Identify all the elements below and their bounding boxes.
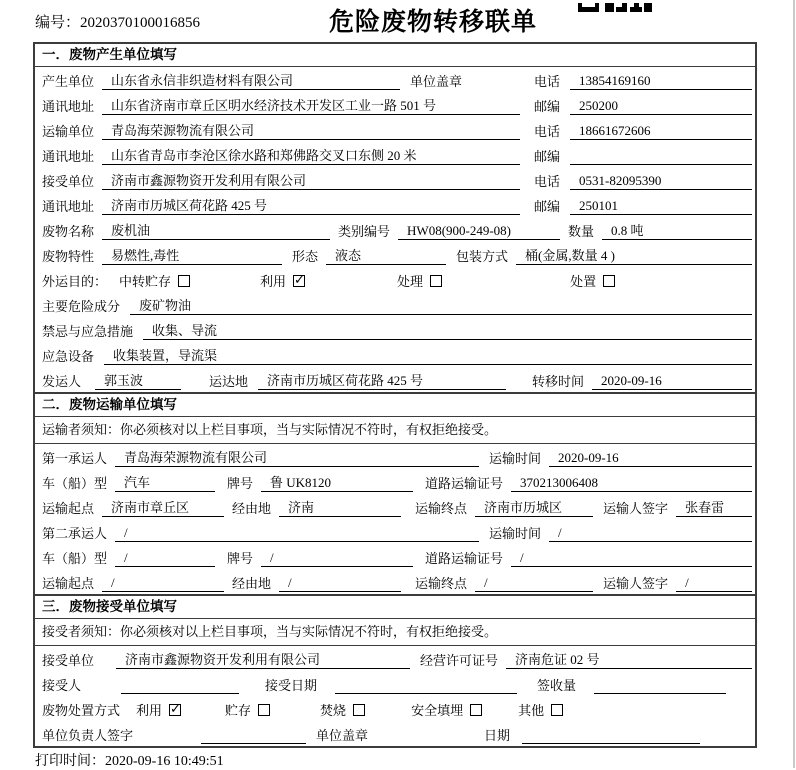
purpose-label: 外运目的： [42, 274, 108, 289]
option-label: 利用 [260, 274, 287, 289]
serial-number [35, 11, 200, 32]
producer-unit-label: 产生单位 [42, 74, 95, 89]
print-time-label: 打印时间： [35, 754, 105, 769]
form-row [35, 444, 755, 469]
address-value: 山东省济南市章丘区明水经济技术开发区工业一路 501 号 [102, 96, 520, 115]
phone-label: 电话 [533, 174, 560, 189]
second-carrier-value: / [115, 523, 479, 542]
zip-label: 邮编 [533, 149, 560, 164]
form-state-label: 形态 [292, 249, 319, 264]
manifest-form [33, 42, 757, 748]
permit-number-label: 经营许可证号 [420, 653, 499, 668]
transport-time-label: 运输时间 [488, 451, 541, 466]
receive-unit-label: 接受单位 [42, 653, 95, 668]
form-row [35, 544, 755, 569]
checkbox-icon [353, 704, 365, 716]
emergency-equipment-value: 收集装置，导流渠 [104, 346, 752, 365]
zip-value: 250200 [570, 96, 752, 115]
purpose-option-dispose [570, 271, 615, 290]
zip-value: 250101 [570, 196, 752, 215]
category-code-label: 类别编号 [338, 224, 391, 239]
qr-code-fragment-icon [578, 0, 652, 9]
form-row [35, 242, 755, 267]
section-heading: 一．废物产生单位填写 [35, 44, 755, 67]
quantity-label: 数量 [568, 224, 595, 239]
destination-label: 运达地 [209, 374, 249, 389]
vehicle-type-value: / [115, 548, 215, 567]
option-label: 中转贮存 [119, 274, 172, 289]
via-value: 济南 [279, 498, 401, 517]
form-row [35, 317, 755, 342]
purpose-option-treat [397, 271, 442, 290]
serial-value: 2020370100016856 [80, 15, 201, 31]
form-row [35, 167, 755, 192]
packing-value: 桶(金属,数量 4 ) [516, 246, 752, 265]
hazard-component-value: 废矿物油 [130, 296, 752, 315]
quantity-value: 0.8 吨 [602, 221, 752, 240]
terminal-value: 济南市历城区 [475, 498, 593, 517]
address-value: 济南市历城区荷花路 425 号 [102, 196, 520, 215]
via-value: / [279, 573, 401, 592]
plate-number-label: 牌号 [227, 476, 254, 491]
transporter-notice: 运输者须知：你必须核对以上栏目事项，当与实际情况不符时，有权拒绝接受。 [35, 417, 755, 444]
permit-number-value: 济南危证 02 号 [506, 650, 752, 669]
via-label: 经由地 [232, 501, 272, 516]
emergency-equipment-label: 应急设备 [42, 349, 95, 364]
checkbox-icon [430, 275, 442, 287]
section-producer [35, 44, 755, 392]
option-label: 处理 [397, 274, 424, 289]
form-row [35, 569, 755, 594]
vehicle-type-label: 车（船）型 [42, 476, 108, 491]
purpose-option-transfer-storage [119, 271, 190, 290]
section-heading: 三．废物接受单位填写 [35, 596, 755, 619]
packing-label: 包装方式 [456, 249, 509, 264]
option-label: 其他 [518, 703, 545, 718]
transport-time-value: / [549, 523, 752, 542]
receive-date-value [335, 675, 517, 694]
address-label: 通讯地址 [42, 99, 95, 114]
receive-unit-value: 济南市鑫源物资开发利用有限公司 [102, 171, 520, 190]
phone-value: 0531-82095390 [570, 171, 752, 190]
transport-time-label: 运输时间 [488, 526, 541, 541]
checkbox-icon [603, 275, 615, 287]
form-row [35, 646, 755, 671]
second-carrier-label: 第二承运人 [42, 526, 108, 541]
terminal-label: 运输终点 [415, 576, 468, 591]
form-row [35, 192, 755, 217]
form-row [35, 469, 755, 494]
zip-label: 邮编 [533, 99, 560, 114]
chief-sign-label: 单位负责人签字 [42, 728, 134, 743]
address-label: 通讯地址 [42, 199, 95, 214]
received-amount-value [594, 675, 726, 694]
disposal-option-other [518, 700, 563, 719]
first-carrier-value: 青岛海荣源物流有限公司 [115, 448, 479, 467]
receiver-person-label: 接受人 [42, 678, 82, 693]
checkbox-icon [178, 275, 190, 287]
section-transporter [35, 392, 755, 594]
receive-unit-label: 接受单位 [42, 174, 95, 189]
origin-label: 运输起点 [42, 576, 95, 591]
carrier-sign-value: 张春雷 [676, 498, 752, 517]
address-value: 山东省青岛市李沧区徐水路和郑佛路交叉口东侧 20 米 [102, 146, 520, 165]
form-row [35, 494, 755, 519]
receiver-notice: 接受者须知：你必须核对以上栏目事项，当与实际情况不符时，有权拒绝接受。 [35, 619, 755, 646]
option-label: 安全填埋 [411, 703, 464, 718]
form-row [35, 342, 755, 367]
form-row [35, 671, 755, 696]
purpose-option-utilize [260, 271, 305, 290]
checkbox-icon [169, 704, 181, 716]
received-amount-label: 签收量 [537, 678, 577, 693]
phone-value: 18661672606 [570, 121, 752, 140]
taboo-measures-label: 禁忌与应急措施 [42, 324, 134, 339]
receiver-person-value [121, 675, 239, 694]
transport-unit-label: 运输单位 [42, 124, 95, 139]
waste-trait-value: 易燃性,毒性 [102, 246, 282, 265]
hazard-component-label: 主要危险成分 [42, 299, 121, 314]
unit-seal-label: 单位盖章 [316, 728, 369, 743]
transport-unit-value: 青岛海荣源物流有限公司 [102, 121, 520, 140]
origin-value: 济南市章丘区 [102, 498, 224, 517]
option-label: 焚烧 [320, 703, 347, 718]
option-label: 处置 [570, 274, 597, 289]
transfer-time-label: 转移时间 [532, 374, 585, 389]
form-state-value: 液态 [326, 246, 446, 265]
terminal-label: 运输终点 [415, 501, 468, 516]
chief-sign-value [201, 725, 306, 744]
via-label: 经由地 [232, 576, 272, 591]
form-row [35, 267, 755, 292]
vehicle-type-value: 汽车 [115, 473, 215, 492]
serial-label: 编号： [35, 15, 81, 31]
form-row [35, 67, 755, 92]
form-row [35, 721, 755, 746]
section-receiver [35, 594, 755, 746]
checkbox-icon [258, 704, 270, 716]
print-timestamp [35, 750, 224, 770]
carrier-sign-value: / [676, 573, 752, 592]
form-row [35, 696, 755, 721]
vehicle-type-label: 车（船）型 [42, 551, 108, 566]
waste-name-label: 废物名称 [42, 224, 95, 239]
sign-date-value [522, 725, 700, 744]
transport-time-value: 2020-09-16 [549, 448, 752, 467]
consignor-value: 郭玉波 [95, 371, 181, 390]
zip-value [570, 146, 752, 165]
plate-number-value: 鲁 UK8120 [261, 473, 413, 492]
transfer-time-value: 2020-09-16 [592, 371, 752, 390]
disposal-option-landfill [411, 700, 482, 719]
taboo-measures-value: 收集、导流 [143, 321, 752, 340]
sign-date-label: 日期 [484, 728, 511, 743]
section-heading: 二．废物运输单位填写 [35, 394, 755, 417]
checkbox-icon [470, 704, 482, 716]
checkbox-icon [293, 275, 305, 287]
receive-date-label: 接受日期 [265, 678, 318, 693]
option-label: 贮存 [225, 703, 252, 718]
carrier-sign-label: 运输人签字 [603, 501, 669, 516]
phone-label: 电话 [533, 74, 560, 89]
address-label: 通讯地址 [42, 149, 95, 164]
origin-value: / [102, 573, 224, 592]
receive-unit-value: 济南市鑫源物资开发利用有限公司 [116, 650, 410, 669]
terminal-value: / [475, 573, 593, 592]
carrier-sign-label: 运输人签字 [603, 576, 669, 591]
disposal-option-utilize [136, 700, 181, 719]
form-row [35, 92, 755, 117]
category-code-value: HW08(900-249-08) [398, 221, 560, 240]
disposal-option-incinerate [320, 700, 365, 719]
form-row [35, 217, 755, 242]
road-permit-value: 370213006408 [511, 473, 752, 492]
option-label: 利用 [136, 703, 163, 718]
print-time-value: 2020-09-16 10:49:51 [105, 754, 224, 769]
unit-seal-label: 单位盖章 [410, 74, 463, 89]
phone-label: 电话 [533, 124, 560, 139]
road-permit-label: 道路运输证号 [425, 476, 504, 491]
form-row [35, 117, 755, 142]
page-right-edge [793, 0, 795, 768]
zip-label: 邮编 [533, 199, 560, 214]
page-title: 危险废物转移联单 [328, 7, 537, 36]
producer-unit-value: 山东省永信非织造材料有限公司 [102, 71, 400, 90]
form-row [35, 367, 755, 392]
disposal-option-store [225, 700, 270, 719]
road-permit-label: 道路运输证号 [425, 551, 504, 566]
disposal-method-label: 废物处置方式 [42, 703, 121, 718]
form-row [35, 142, 755, 167]
plate-number-value: / [261, 548, 413, 567]
destination-value: 济南市历城区荷花路 425 号 [258, 371, 506, 390]
waste-trait-label: 废物特性 [42, 249, 95, 264]
waste-name-value: 废机油 [102, 221, 330, 240]
form-row [35, 519, 755, 544]
origin-label: 运输起点 [42, 501, 95, 516]
plate-number-label: 牌号 [227, 551, 254, 566]
road-permit-value: / [511, 548, 752, 567]
consignor-label: 发运人 [42, 374, 82, 389]
first-carrier-label: 第一承运人 [42, 451, 108, 466]
form-row [35, 292, 755, 317]
checkbox-icon [551, 704, 563, 716]
phone-value: 13854169160 [570, 71, 752, 90]
